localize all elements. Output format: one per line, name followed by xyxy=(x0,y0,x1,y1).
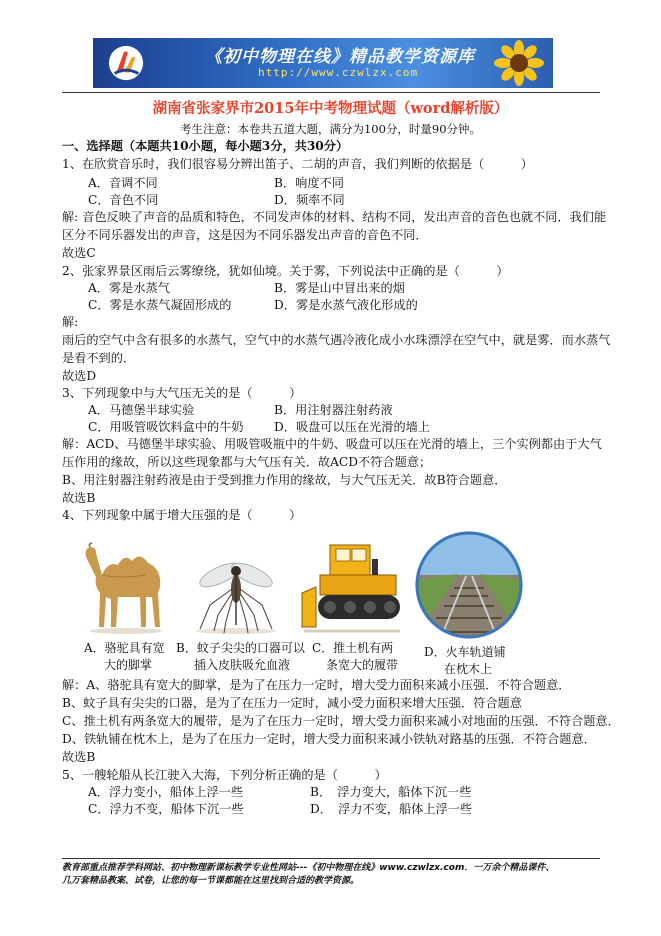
sunflower-icon xyxy=(491,40,547,86)
q2-answer: 故选D xyxy=(62,369,97,383)
q2-option-d: D．雾是水蒸气液化形成的 xyxy=(274,298,418,312)
q2-analysis-label: 解: xyxy=(62,315,79,329)
q5-stem: 5、一艘轮船从长江驶入大海，下列分析正确的是（ ） xyxy=(62,768,387,782)
q3-option-a: A．马德堡半球实验 xyxy=(88,403,195,417)
footer-divider xyxy=(62,858,600,859)
q1-stem: 1、在欣赏音乐时，我们很容易分辨出笛子、二胡的声音，我们判断的依据是（ ） xyxy=(62,157,533,171)
q5-option-a: A．浮力变小，船体上浮一些 xyxy=(88,785,244,799)
banner-title: 《初中物理在线》精品教学资源库 xyxy=(205,47,475,67)
header-divider xyxy=(62,92,600,93)
q5-option-b: B． 浮力变大，船体下沉一些 xyxy=(310,785,472,799)
q3-stem: 3、下列现象中与大气压无关的是（ ） xyxy=(62,386,302,400)
q3-analysis-line3: B、用注射器注射药液是由于受到推力作用的缘故，与大气压无关．故B符合题意． xyxy=(62,473,507,487)
q5-option-d: D． 浮力不变，船体上浮一些 xyxy=(310,802,473,816)
q2-analysis-line2: 是看不到的． xyxy=(62,351,136,365)
exam-notice: 考生注意：本卷共五道大题，满分为100分，时量90分钟。 xyxy=(179,122,482,136)
q4-stem: 4、下列现象中属于增大压强的是（ ） xyxy=(62,508,302,522)
q1-option-c: C．音色不同 xyxy=(88,193,159,207)
q3-analysis-line2: 压作用的缘故，所以这些现象都与大气压有关．故ACD不符合题意； xyxy=(62,455,432,469)
q2-option-a: A．雾是水蒸气 xyxy=(88,281,170,295)
camel-image xyxy=(80,535,172,635)
q2-analysis-line1: 雨后的空气中含有很多的水蒸气，空气中的水蒸气遇冷液化成小水珠漂浮在空气中，就是雾．而水蒸气 xyxy=(62,333,611,347)
q1-answer: 故选C xyxy=(62,246,96,260)
q2-stem: 2、张家界景区雨后云雾缭绕，犹如仙境。关于雾，下列说法中正确的是（ ） xyxy=(62,264,509,278)
q1-option-d: D．频率不同 xyxy=(274,193,345,207)
q1-analysis-line2: 区分不同乐器发出的声音，这是因为不同乐器发出声音的音色不同． xyxy=(62,228,428,242)
q3-option-d: D．吸盘可以压在光滑的墙上 xyxy=(274,420,431,434)
banner-url[interactable]: http://www.czwlzx.com xyxy=(258,66,419,79)
footer-line2: 几万套精品教案、试卷，让您的每一节课都能在这里找到合适的教学资源。 xyxy=(62,876,360,886)
q1-option-a: A．音调不同 xyxy=(88,176,158,190)
q3-answer: 故选B xyxy=(62,491,96,505)
q4-analysis-line1: 解：A、骆驼具有宽大的脚掌，是为了在压力一定时，增大受力面积来减小压强．不符合题意． xyxy=(62,678,571,692)
q4-caption-d: D．火车轨道铺 在枕木上 xyxy=(424,645,506,676)
site-logo-icon xyxy=(107,44,145,82)
q3-option-b: B．用注射器注射药液 xyxy=(274,403,393,417)
q4-analysis-line3: C、推土机有两条宽大的履带，是为了在压力一定时，增大受力面积来减小对地面的压强．不符合题意． xyxy=(62,714,620,728)
q2-option-c: C．雾是水蒸气凝固形成的 xyxy=(88,298,232,312)
mosquito-image xyxy=(190,545,282,635)
bulldozer-image xyxy=(300,535,408,635)
q4-caption-a: A．骆驼具有宽 大的脚掌 xyxy=(84,641,165,672)
q4-caption-b: B．蚊子尖尖的口器可以 插入皮肤吸允血液 xyxy=(176,641,305,672)
document-title: 湖南省张家界市2015年中考物理试题（word解析版） xyxy=(152,100,509,117)
railway-image xyxy=(414,530,524,640)
q2-option-b: B．雾是山中冒出来的烟 xyxy=(274,281,405,295)
footer-line1: 教育部重点推荐学科网站、初中物理新课标教学专业性网站---《初中物理在线》www.czwlzx.com．一万余个精品课件、 xyxy=(62,863,555,873)
q5-option-c: C．浮力不变，船体下沉一些 xyxy=(88,802,244,816)
q1-option-b: B．响度不同 xyxy=(274,176,344,190)
q4-caption-c: C．推土机有两 条宽大的履带 xyxy=(312,641,399,672)
q3-analysis-line1: 解：ACD、马德堡半球实验、用吸管吸瓶中的牛奶、吸盘可以压在光滑的墙上，三个实例都由于大气 xyxy=(62,437,602,451)
q3-option-c: C．用吸管吸饮料盒中的牛奶 xyxy=(88,420,244,434)
q4-analysis-line2: B、蚊子具有尖尖的口器，是为了在压力一定时，减小受力面积来增大压强．符合题意 xyxy=(62,696,522,710)
section-heading: 一、选择题（本题共10小题，每小题3分，共30分） xyxy=(62,139,349,153)
footer-text xyxy=(62,862,602,888)
q1-analysis-line1: 解: 音色反映了声音的品质和特色，不同发声体的材料、结构不同，发出声音的音色也就不同．我们能 xyxy=(62,210,607,224)
q4-analysis-line4: D、铁轨铺在枕木上，是为了在压力一定时，增大受力面积来减小铁轨对路基的压强．不符合题意． xyxy=(62,732,596,746)
q4-answer: 故选B xyxy=(62,750,96,764)
header-banner xyxy=(93,38,553,88)
